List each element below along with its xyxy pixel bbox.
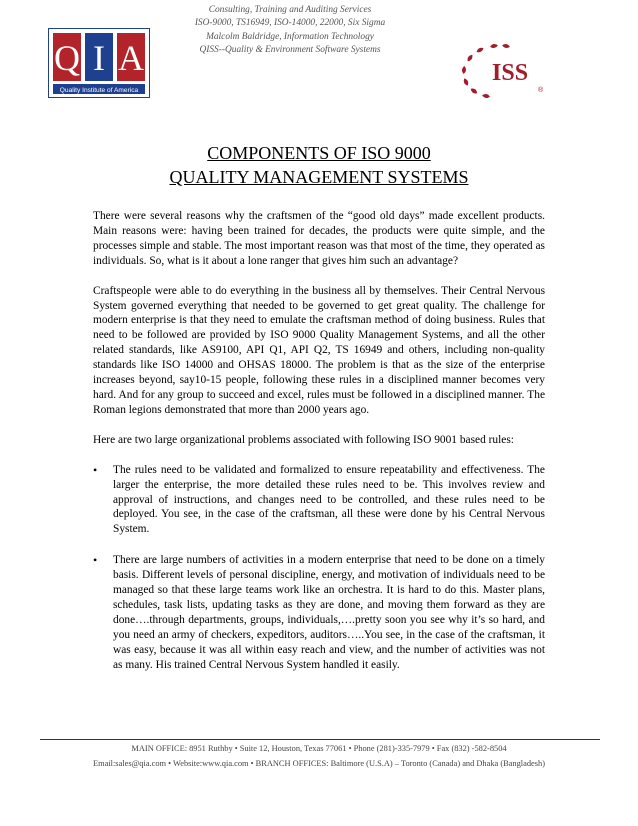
registered-mark-icon: ® xyxy=(538,87,544,94)
footer-address: MAIN OFFICE: 8951 Ruthby • Suite 12, Houston, Texas 77061 • Phone (281)-335-7979 • Fax (832) -582-8504 xyxy=(131,744,507,753)
footer-contact: Email:sales@qia.com • Website:www.qia.com • BRANCH OFFICES: Baltimore (U.S.A) – Toronto (Canada) and Dhaka (Bangladesh) xyxy=(92,759,545,768)
tagline-line: Malcolm Baldridge, Information Technology xyxy=(206,31,374,42)
iss-logo xyxy=(452,36,552,102)
qia-logo-letter-q: Q xyxy=(54,38,80,78)
iss-logo-text: ISS xyxy=(492,60,529,86)
paragraph: Here are two large organizational problems associated with following ISO 9001 based rules: xyxy=(93,433,514,446)
bullet-text: There are large numbers of activities in a modern enterprise that need to be done on a timely basis. Different levels of personal discipline, energy, and motivation of individuals need to be managed so that these large teams work like an orchestra. It is hard to do this. Master plans, schedules, task lists, updating tasks as they are done, and moving them forward as they are done….through departments, groups, individuals,….pretty soon you see why it’s so hard, and you need an army of checkers, expeditors, auditors…..You see, in the case of the craftsman, it was easy, because it was all within easy reach and view, and the number of activities was not as many. His trained Central Nervous System handled it easily. xyxy=(113,554,545,671)
bullet-item xyxy=(93,553,545,672)
qia-logo xyxy=(48,28,150,98)
paragraph: There were several reasons why the craftsmen of the “good old days” made excellent products. Main reasons were: having been trained for decades, the products were quite simple, and the processes simple and stable. The most important reason was that most of the time, they operated as individuals. So, what is it about a lone ranger that gives him such an advantage? xyxy=(93,210,545,267)
qia-logo-letter-i: I xyxy=(93,38,105,78)
bullet-text: The rules need to be validated and formalized to ensure repeatability and effectiveness. The larger the enterprise, the more detailed these rules need to be. This involves review and approval of instructions, and changes need to be controlled, and these rules need to be deployed. You see, in the case of the craftsman, all these were done by his Central Nervous System. xyxy=(113,463,545,536)
bullet-item xyxy=(93,463,545,538)
tagline-line: QISS--Quality & Environment Software Systems xyxy=(199,45,381,56)
document-title xyxy=(0,141,638,189)
footer xyxy=(0,741,638,771)
tagline-line: Consulting, Training and Auditing Services xyxy=(208,5,372,15)
qia-logo-letter-a: A xyxy=(118,38,144,78)
bullet-list xyxy=(93,463,545,673)
title-line-2: QUALITY MANAGEMENT SYSTEMS xyxy=(169,167,469,187)
footer-divider xyxy=(40,739,600,740)
header-tagline xyxy=(160,4,420,58)
tagline-line: ISO-9000, TS16949, ISO-14000, 22000, Six Sigma xyxy=(194,18,386,29)
qia-logo-caption: Quality Institute of America xyxy=(59,87,139,94)
paragraph: Craftspeople were able to do everything in the business all by themselves. Their Central Nervous System governed everything that needed to be governed to get great quality. The challenge for modern enterprise is that they need to emulate the craftsman method of doing business. Rules that need to be followed are provided by ISO 9000 Quality Management Systems, and all the other related standards, like AS9100, API Q1, API Q2, TS 16949 and others, including non-quality standards like ISO 14000 and OHSAS 18000. The problem is that as the size of the enterprise increases beyond, say10-15 people, following these rules in a disciplined manner becomes very hard. And for any group to succeed and excel, rules must be followed in a disciplined manner. The Roman legions demonstrated that more than 2000 years ago. xyxy=(93,284,545,416)
document-body xyxy=(93,209,545,688)
title-line-1: COMPONENTS OF ISO 9000 xyxy=(207,143,431,163)
bullet-icon: • xyxy=(93,553,98,568)
bullet-icon: • xyxy=(93,462,98,477)
